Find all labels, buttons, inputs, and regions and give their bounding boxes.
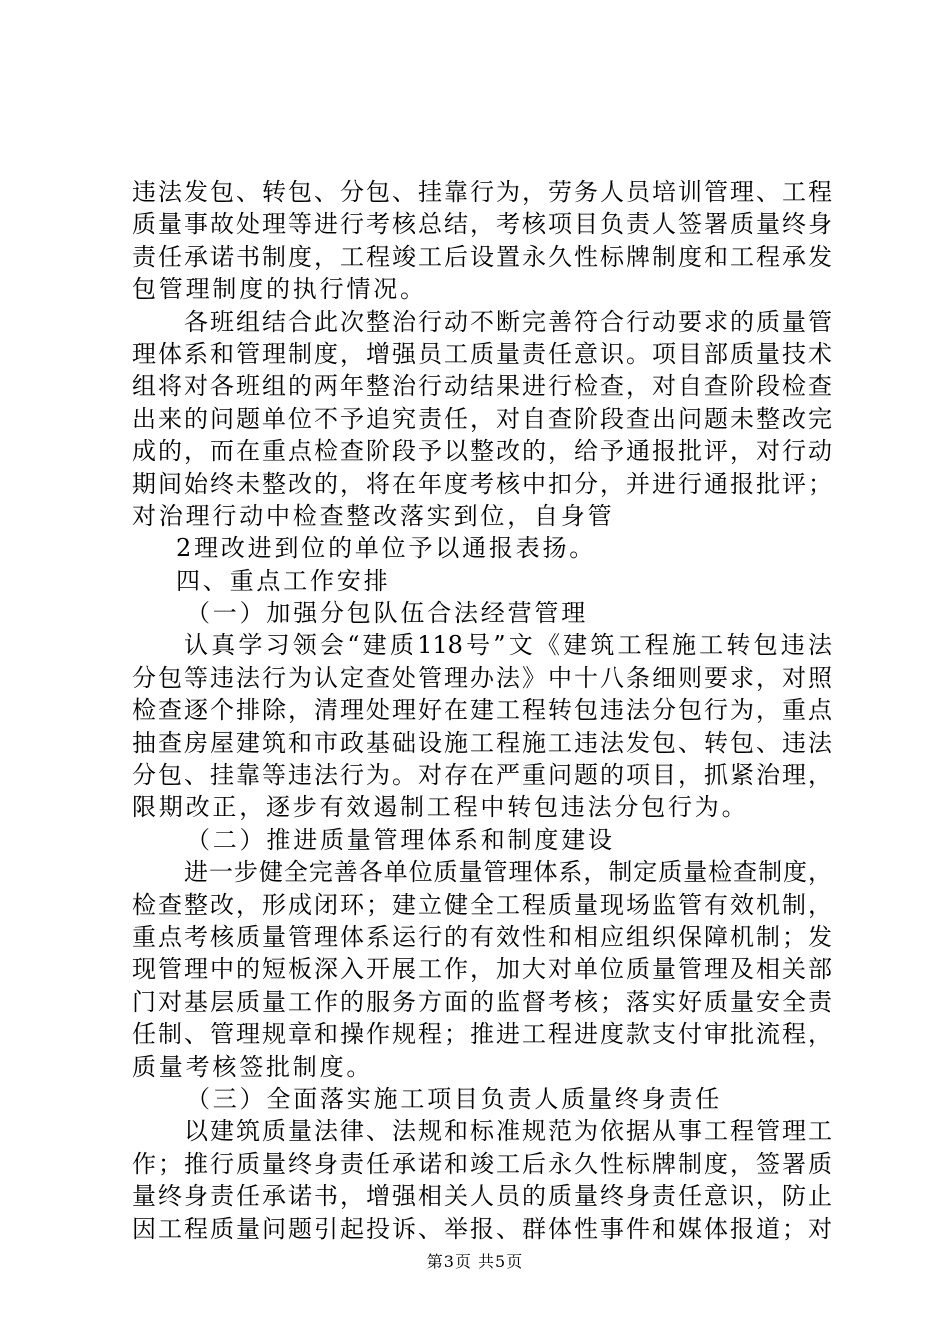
paragraph-line: 以建筑质量法律、法规和标准规范为依据从事工程管理工 — [184, 1117, 832, 1146]
paragraph-line: 门对基层质量工作的服务方面的监督考核；落实好质量安全责 — [132, 987, 832, 1016]
paragraph-line: 限期改正，逐步有效遏制工程中转包违法分包行为。 — [132, 793, 749, 822]
paragraph-line: 认真学习领会“建质118号”文《建筑工程施工转包违法 — [184, 631, 832, 660]
paragraph-line: 作；推行质量终身责任承诺和竣工后永久性标牌制度，签署质 — [132, 1149, 832, 1178]
paragraph-line: 进一步健全完善各单位质量管理体系，制定质量检查制度， — [184, 858, 832, 887]
paragraph-line: 现管理中的短板深入开展工作，加大对单位质量管理及相关部 — [132, 955, 832, 984]
paragraph-line: 成的，而在重点检查阶段予以整改的，给予通报批评，对行动 — [132, 437, 832, 466]
subsection-heading: （二）推进质量管理体系和制度建设 — [186, 825, 615, 854]
paragraph-line: 量终身责任承诺书，增强相关人员的质量终身责任意识，防止 — [132, 1182, 832, 1211]
paragraph-line: 各班组结合此次整治行动不断完善符合行动要求的质量管 — [184, 307, 832, 336]
paragraph-line: 分包等违法行为认定查处管理办法》中十八条细则要求，对照 — [132, 663, 832, 692]
paragraph-line: 2理改进到位的单位予以通报表扬。 — [176, 534, 597, 563]
paragraph-line: 期间始终未整改的，将在年度考核中扣分，并进行通报批评； — [132, 469, 832, 498]
paragraph-line: 任制、管理规章和操作规程；推进工程进度款支付审批流程， — [132, 1020, 832, 1049]
paragraph-line: 对治理行动中检查整改落实到位，自身管 — [132, 501, 615, 530]
subsection-heading: （三）全面落实施工项目负责人质量终身责任 — [186, 1084, 722, 1113]
paragraph-line: 质量事故处理等进行考核总结，考核项目负责人签署质量终身 — [132, 210, 832, 239]
paragraph-line: 检查逐个排除，清理处理好在建工程转包违法分包行为，重点 — [132, 696, 832, 725]
paragraph-line: 因工程质量问题引起投诉、举报、群体性事件和媒体报道；对 — [132, 1214, 832, 1243]
page-number-footer: 第3页 共5页 — [426, 1252, 524, 1271]
paragraph-line: 包管理制度的执行情况。 — [132, 275, 427, 304]
paragraph-line: 抽查房屋建筑和市政基础设施工程施工违法发包、转包、违法 — [132, 728, 832, 757]
subsection-heading: （一）加强分包队伍合法经营管理 — [186, 599, 588, 628]
paragraph-line: 检查整改，形成闭环；建立健全工程质量现场监管有效机制， — [132, 890, 832, 919]
paragraph-line: 质量考核签批制度。 — [132, 1052, 374, 1081]
paragraph-line: 出来的问题单位不予追究责任，对自查阶段查出问题未整改完 — [132, 404, 832, 433]
paragraph-line: 分包、挂靠等违法行为。对存在严重问题的项目，抓紧治理， — [132, 761, 832, 790]
document-body — [132, 176, 832, 1245]
section-heading: 四、重点工作安排 — [176, 566, 391, 595]
paragraph-line: 责任承诺书制度，工程竣工后设置永久性标牌制度和工程承发 — [132, 242, 832, 271]
paragraph-line: 违法发包、转包、分包、挂靠行为，劳务人员培训管理、工程 — [132, 178, 832, 206]
paragraph-line: 理体系和管理制度，增强员工质量责任意识。项目部质量技术 — [132, 339, 832, 368]
paragraph-line: 组将对各班组的两年整治行动结果进行检查，对自查阶段检查 — [132, 372, 832, 401]
paragraph-line: 重点考核质量管理体系运行的有效性和相应组织保障机制；发 — [132, 922, 832, 951]
